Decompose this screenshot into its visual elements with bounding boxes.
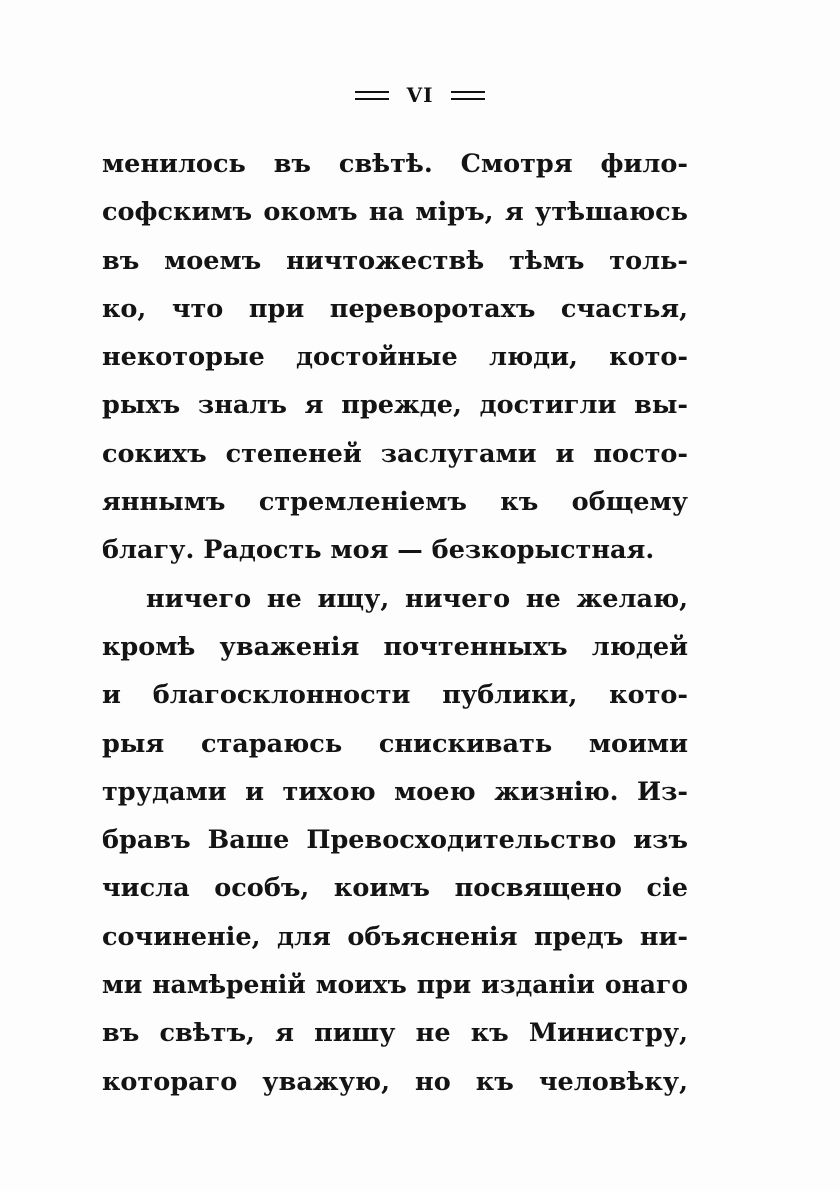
text-line: менилось въ свѣтѣ. Смотря фило- <box>102 149 688 179</box>
text-line: рыя стараюсь снискивать моими <box>102 728 688 759</box>
text-line: котораго уважую, но къ человѣку, <box>102 1066 688 1097</box>
text-line: ми намѣреній моихъ при изданіи онаго <box>102 970 688 1000</box>
text-line: сокихъ степеней заслугами и посто- <box>102 438 688 469</box>
text-line: яннымъ стремленіемъ къ общему <box>102 487 688 518</box>
text-line: бравъ Ваше Превосходительство изъ <box>102 825 688 856</box>
text-line: кромѣ уваженія почтенныхъ людей <box>102 631 688 662</box>
text-line: числа особъ, коимъ посвящено сіе <box>102 873 688 904</box>
body-text <box>102 140 688 1106</box>
text-line: рыхъ зналъ я прежде, достигли вы- <box>102 390 688 421</box>
text-line: ничего не ищу, ничего не желаю, <box>146 583 688 614</box>
text-line: ко, что при переворотахъ счастья, <box>102 293 688 324</box>
text-line: софскимъ окомъ на міръ, я утѣшаюсь <box>102 197 688 228</box>
left-double-rule <box>355 91 389 100</box>
page-number: VI <box>406 83 434 107</box>
text-line: сочиненіе, для объясненія предъ ни- <box>102 921 688 952</box>
text-line: въ свѣтъ, я пишу не къ Министру, <box>102 1018 688 1049</box>
page-header <box>0 78 840 112</box>
text-line: и благосклонности публики, кото- <box>102 680 688 711</box>
text-line: благу. Радость моя — безкорыстная. <box>102 535 655 566</box>
text-line: трудами и тихою моею жизнію. Из- <box>102 776 688 807</box>
right-double-rule <box>451 91 485 100</box>
text-line: въ моемъ ничтожествѣ тѣмъ толь- <box>102 245 688 276</box>
text-line: некоторые достойные люди, кото- <box>102 342 688 373</box>
